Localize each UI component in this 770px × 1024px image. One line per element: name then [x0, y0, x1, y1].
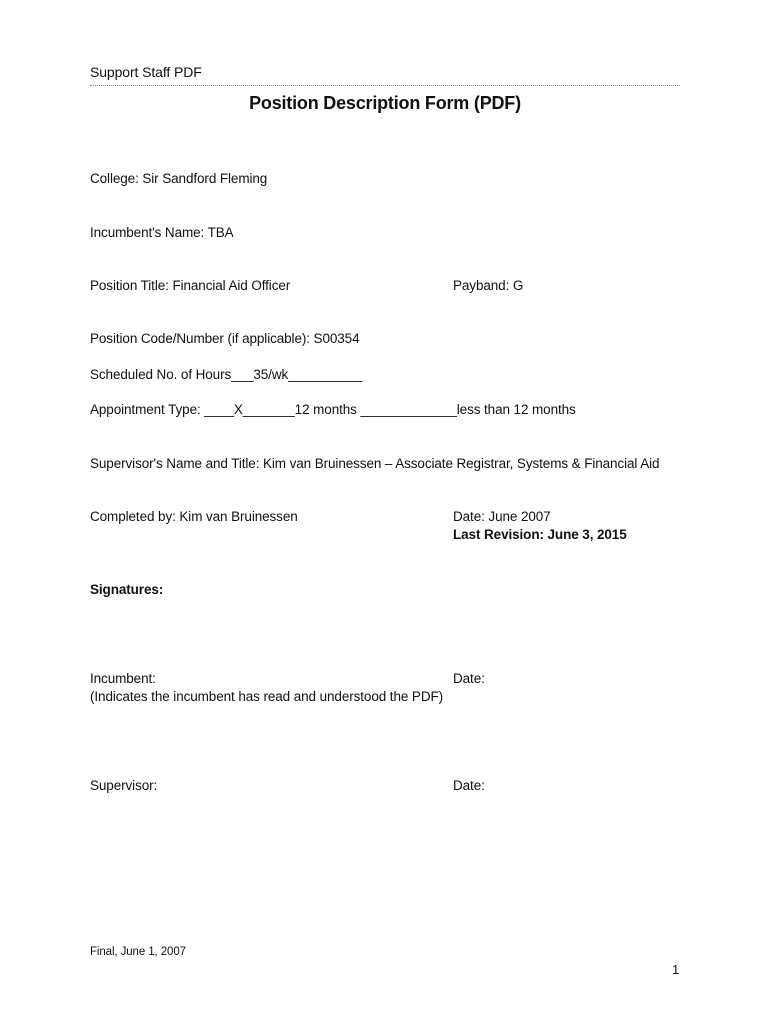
page-title: Position Description Form (PDF) [249, 93, 521, 113]
document-header: Support Staff PDF [90, 64, 202, 80]
signatures-heading: Signatures: [90, 582, 164, 597]
supervisor-name-title-field: Supervisor's Name and Title: Kim van Bruinessen – Associate Registrar, Systems & Financial Aid [90, 456, 660, 471]
incumbent-name-field: Incumbent's Name: TBA [90, 225, 234, 240]
payband-field: Payband: G [453, 278, 524, 293]
supervisor-signature-label: Supervisor: [90, 778, 158, 793]
header-divider [90, 85, 680, 86]
college-field: College: Sir Sandford Fleming [90, 171, 268, 186]
supervisor-date-label: Date: [453, 778, 485, 793]
appointment-type-field: Appointment Type: ____X_______12 months _____________less than 12 months [90, 402, 576, 417]
last-revision-field: Last Revision: June 3, 2015 [453, 527, 627, 542]
position-code-field: Position Code/Number (if applicable): S00354 [90, 331, 360, 346]
completed-by-field: Completed by: Kim van Bruinessen [90, 509, 298, 524]
footer-text: Final, June 1, 2007 [90, 946, 186, 958]
incumbent-signature-label: Incumbent: [90, 671, 156, 686]
completion-date-field: Date: June 2007 [453, 509, 551, 524]
page-number: 1 [672, 962, 680, 977]
incumbent-date-label: Date: [453, 671, 485, 686]
position-title-field: Position Title: Financial Aid Officer [90, 278, 291, 293]
incumbent-signature-note: (Indicates the incumbent has read and understood the PDF) [90, 689, 444, 704]
scheduled-hours-field: Scheduled No. of Hours___35/wk__________ [90, 367, 363, 382]
